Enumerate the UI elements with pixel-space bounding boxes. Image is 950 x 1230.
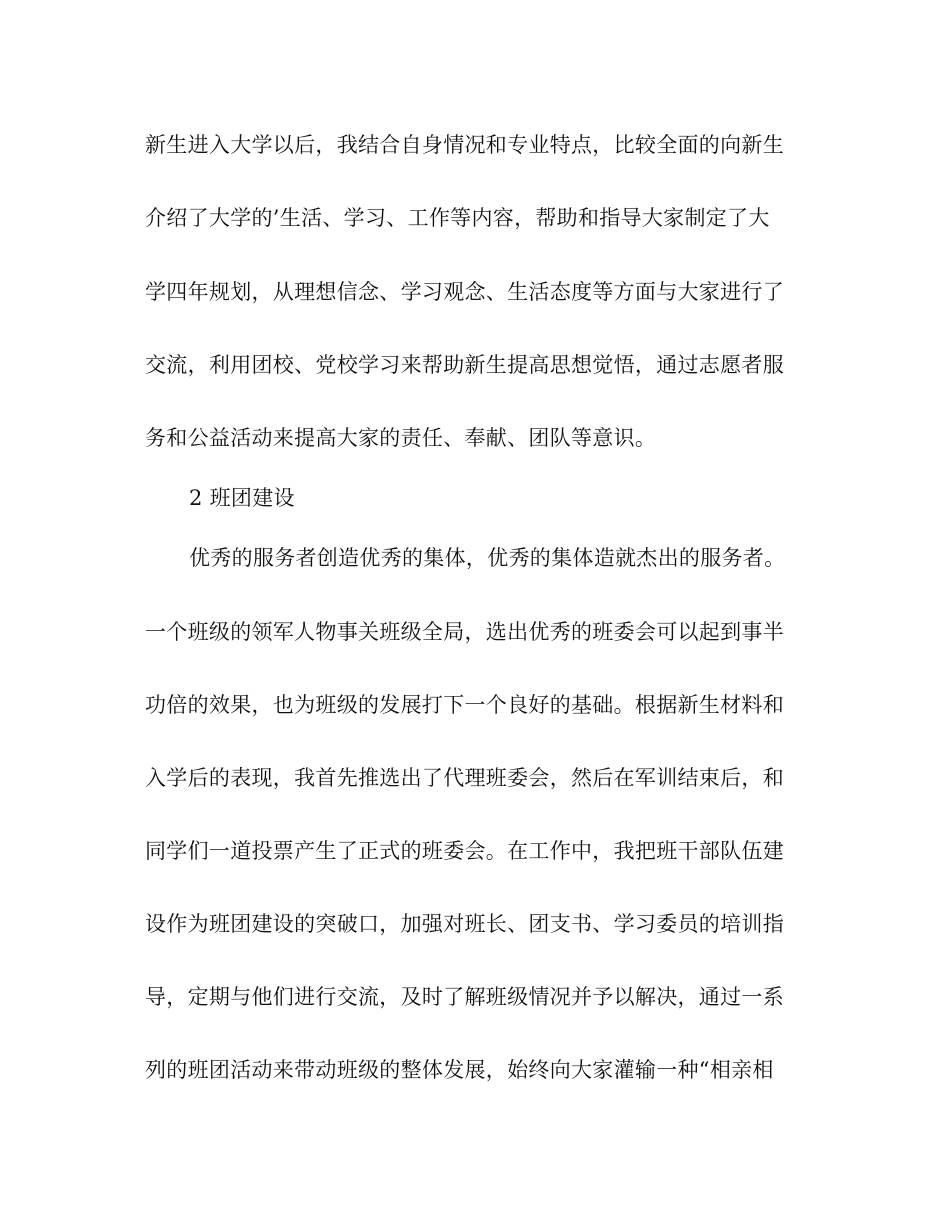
paragraph-2-line-7: 导，定期与他们进行交流，及时了解班级情况并予以解决，通过一系	[145, 985, 784, 1009]
paragraph-2-line-4: 入学后的表现，我首先推选出了代理班委会，然后在军训结束后，和	[145, 766, 784, 790]
paragraph-2-line-5: 同学们一道投票产生了正式的班委会。在工作中，我把班干部队伍建	[145, 839, 784, 863]
paragraph-2-line-3: 功倍的效果，也为班级的发展打下一个良好的基础。根据新生材料和	[145, 693, 784, 717]
paragraph-1-line-2: 介绍了大学的’生活、学习、工作等内容，帮助和指导大家制定了大	[145, 206, 770, 230]
paragraph-1-line-1: 新生进入大学以后，我结合自身情况和专业特点，比较全面的向新生	[145, 133, 784, 157]
paragraph-2-line-6: 设作为班团建设的突破口，加强对班长、团支书、学习委员的培训指	[145, 912, 784, 936]
paragraph-2-line-2: 一个班级的领军人物事关班级全局，选出优秀的班委会可以起到事半	[145, 620, 784, 644]
paragraph-1-line-4: 交流，利用团校、党校学习来帮助新生提高思想觉悟，通过志愿者服	[145, 353, 784, 377]
section-heading: 2 班团建设	[189, 486, 295, 510]
paragraph-2-line-1: 优秀的服务者创造优秀的集体，优秀的集体造就杰出的服务者。	[189, 546, 786, 570]
paragraph-2-line-8: 列的班团活动来带动班级的整体发展，始终向大家灌输一种“相亲相	[145, 1058, 774, 1082]
paragraph-1-line-3: 学四年规划，从理想信念、学习观念、生活态度等方面与大家进行了	[145, 280, 784, 304]
paragraph-1-line-5: 务和公益活动来提高大家的责任、奉献、团队等意识。	[145, 426, 657, 450]
